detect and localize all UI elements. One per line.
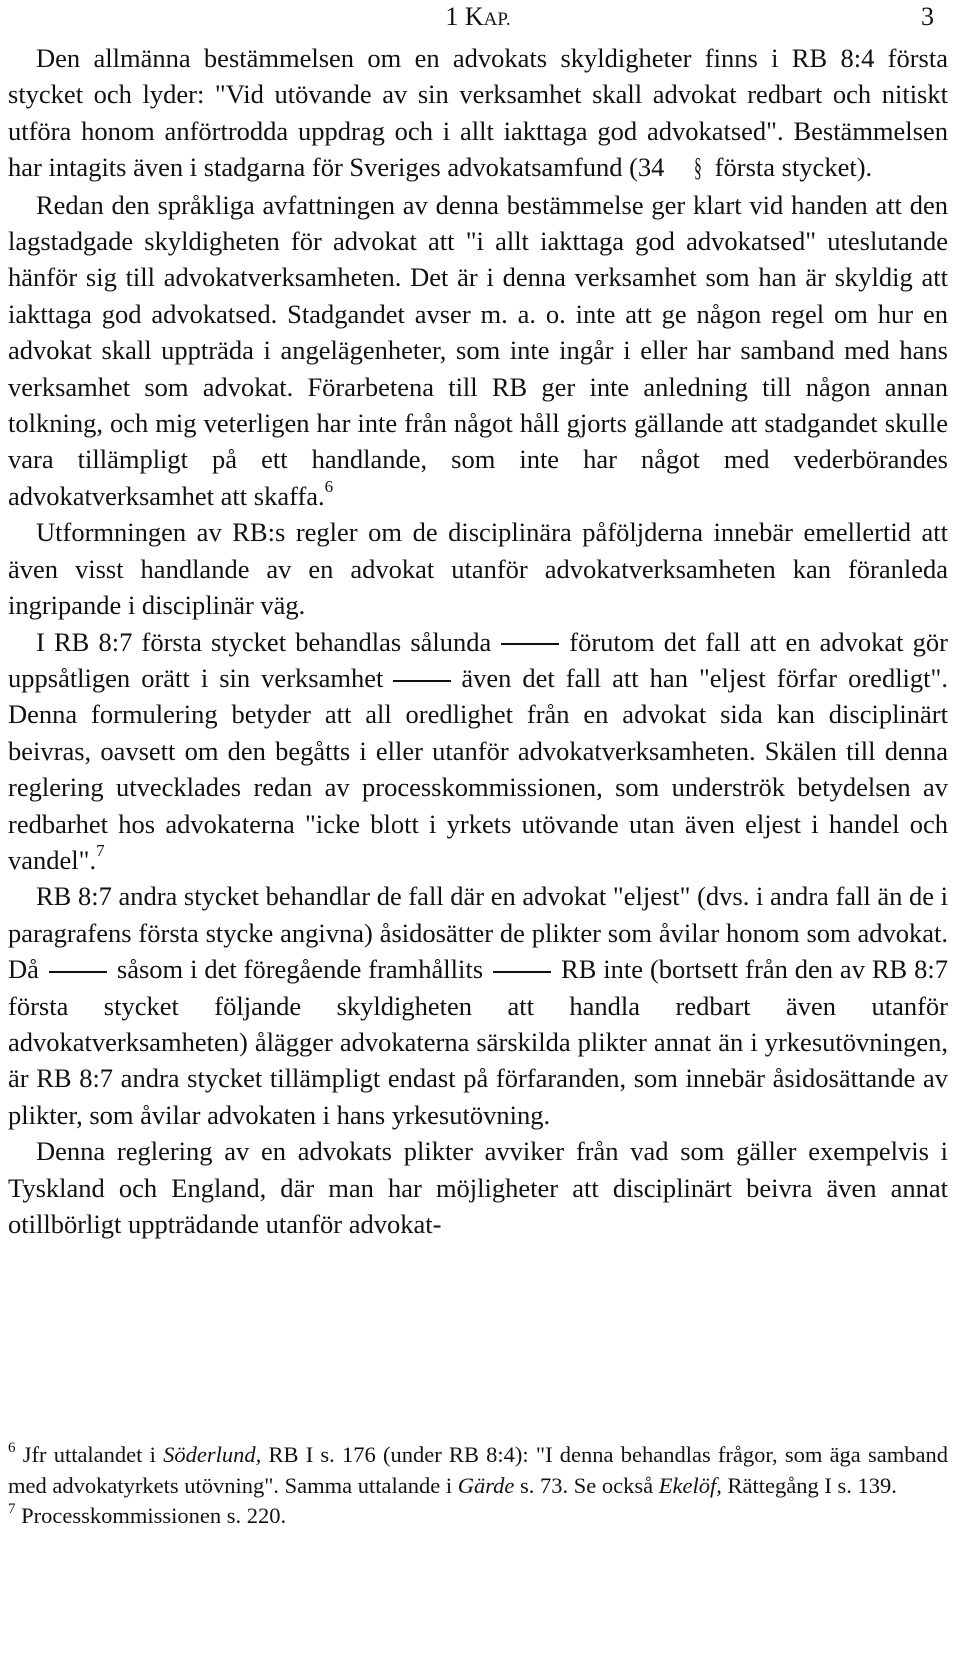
- footnote-7: $^7$ Processkommissionen s. 220.: [8, 1500, 287, 1528]
- footnote-ref-6[interactable]: 6: [324, 477, 334, 497]
- em-dash: [49, 971, 107, 973]
- em-dash: [493, 971, 551, 973]
- page-header: [8, 0, 948, 40]
- em-dash: [501, 643, 559, 645]
- paragraph-1: Den allmänna bestämmelsen om en advokats skyldigheter finns i RB 8:4 första stycket och lyder: "Vid utövande av sin verksamhet skall advokat redbart och nitiskt utföra honom anförtrodda uppdrag och i allt iakttaga god advokatsed". Bestämmelsen har intagits även i stadgarna för Sveriges advokatsamfund (34 § första stycket).: [8, 40, 948, 187]
- paragraph-2: Redan den språkliga avfattningen av denna bestämmelse ger klart vid handen att den lagstadgade skyldigheten för advokat att "i allt iakttaga god advokatsed" uteslutande hänför sig till advokatverksamheten. Det är i denna verksamhet som han är skyldig att iakttaga god advokatsed. Stadgandet avser m. a. o. inte att ge någon regel om hur en advokat skall uppträda i angelägenheter, som inte ingår i eller har samband med hans verksamhet som advokat. Förarbetena till RB ger inte anledning till någon annan tolkning, och mig veterligen har inte från något håll gjorts gällande att stadgandet skulle vara tillämpligt på ett handlande, som inte har något med vederbörandes advokatverksamhet att skaffa.$^6$: [8, 189, 948, 511]
- paragraph-3: Utformningen av RB:s regler om de disciplinära påföljderna innebär emellertid att även visst handlande av en advokat utanför advokatverksamheten kan föranleda ingripande i disciplinär väg.: [8, 517, 948, 621]
- footnotes: [8, 1440, 948, 1532]
- section-sign-icon: §: [694, 153, 702, 183]
- body-text: [8, 40, 948, 1242]
- page-number: 3: [921, 2, 934, 31]
- footnote-ref-7[interactable]: 7: [96, 841, 105, 861]
- paragraph-5: RB 8:7 andra stycket behandlar de fall där en advokat "eljest" (dvs. i andra fall än de i paragrafens första stycke angivna) åsidosätter de plikter som åvilar honom som advokat. Då såsom i det föregående framhållits RB inte (bortsett från den av RB 8:7 första stycket följande skyldigheten att handla redbart även utanför advokatverksamheten) ålägger advokaterna särskilda plikter annat än i yrkesutövningen, är RB 8:7 andra stycket tillämpligt endast på förfaranden, som innebär åsidosättande av plikter, som åvilar advokaten i hans yrkesutövning.: [8, 881, 949, 1130]
- paragraph-4: I RB 8:7 första stycket behandlas sålunda förutom det fall att en advokat gör uppsåtligen orätt i sin verksamhet även det fall att han "eljest förfar oredligt". Denna formulering betyder att all oredlighet från en advokat sida kan disciplinärt beivras, oavsett om den begåtts i eller utanför advokatverksamheten. Skälen till denna reglering utvecklades redan av processkommissionen, som underströk betydelsen av redbarhet hos advokaterna "icke blott i yrkets utövande utan även eljest i handel och vandel".$^7$: [8, 626, 948, 875]
- paragraph-6: Denna reglering av en advokats plikter avviker från vad som gäller exempelvis i Tyskland och England, där man har möjligheter att disciplinärt beivra även annat otillbörligt uppträdande utanför advokat-: [8, 1136, 948, 1239]
- footnote-6: $^6$ Jfr uttalandet i Söderlund, RB I s. 176 (under RB 8:4): "I denna behandlas frågor, som äga samband med advokatyrkets utövning". Samma uttalande i Gärde s. 73. Se också Ekelöf, Rättegång I s. 139.: [8, 1439, 948, 1498]
- chapter-heading: 1 KAP.: [445, 2, 511, 31]
- em-dash: [393, 680, 451, 682]
